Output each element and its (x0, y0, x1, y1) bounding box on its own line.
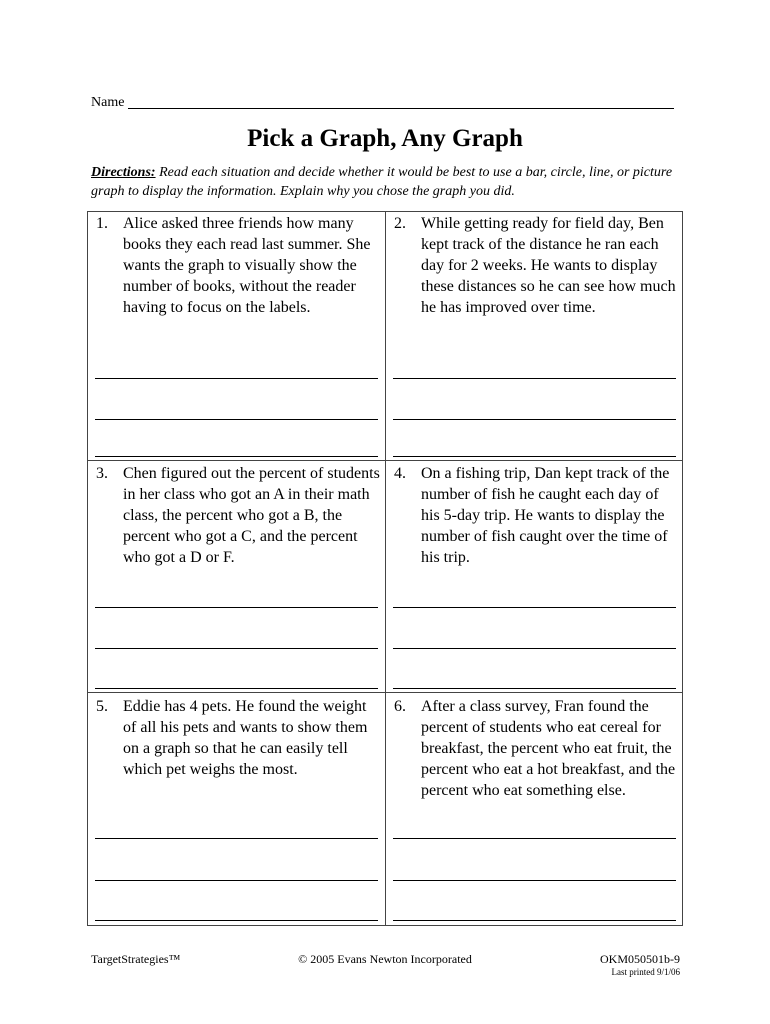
answer-line[interactable] (393, 378, 676, 379)
answer-line[interactable] (393, 607, 676, 608)
answer-line[interactable] (393, 456, 676, 457)
question-cell-3 (88, 461, 385, 692)
question-number: 6. (394, 698, 406, 715)
answer-line[interactable] (393, 419, 676, 420)
name-input-line[interactable] (128, 94, 674, 109)
question-text: Eddie has 4 pets. He found the weight of all his pets and wants to show them on a graph so that he can easily tell which pet weighs the most. (123, 698, 368, 778)
question-text: While getting ready for field day, Ben kept track of the distance he ran each day for 2 weeks. He wants to display these distances so he can see how much he has improved over time. (421, 215, 676, 316)
footer-copyright: © 2005 Evans Newton Incorporated (298, 952, 472, 966)
document-code: OKM050501b-9 (600, 952, 680, 966)
directions-label: Directions: (91, 165, 156, 180)
question-number: 5. (96, 698, 108, 715)
name-label: Name (91, 95, 125, 110)
answer-line[interactable] (95, 688, 378, 689)
directions (91, 163, 691, 201)
question-number: 1. (96, 215, 108, 232)
question-text: On a fishing trip, Dan kept track of the number of fish he caught each day of his 5-day trip. He wants to display the number of fish caught over the time of his trip. (421, 465, 670, 566)
question-text: Chen figured out the percent of students in her class who got an A in their math class, the percent who got a B, the percent who got a C, and the percent who got a D or F. (123, 465, 380, 566)
question-number: 3. (96, 465, 108, 482)
answer-line[interactable] (393, 920, 676, 921)
question-number: 4. (394, 465, 406, 482)
answer-line[interactable] (393, 880, 676, 881)
footer-meta (600, 952, 680, 978)
answer-line[interactable] (95, 456, 378, 457)
answer-line[interactable] (95, 378, 378, 379)
footer-brand: TargetStrategies™ (91, 952, 181, 966)
answer-line[interactable] (393, 648, 676, 649)
question-cell-2 (386, 212, 683, 460)
question-number: 2. (394, 215, 406, 232)
question-cell-4 (386, 461, 683, 692)
name-field[interactable] (91, 92, 674, 112)
answer-line[interactable] (95, 880, 378, 881)
question-cell-5 (88, 693, 385, 925)
answer-line[interactable] (393, 688, 676, 689)
answer-line[interactable] (95, 607, 378, 608)
question-text: Alice asked three friends how many books they each read last summer. She wants the graph to visually show the number of books, without the reader having to focus on the labels. (123, 215, 371, 316)
question-cell-6 (386, 693, 683, 925)
page-title: Pick a Graph, Any Graph (247, 125, 523, 152)
answer-line[interactable] (95, 920, 378, 921)
answer-line[interactable] (393, 838, 676, 839)
answer-line[interactable] (95, 838, 378, 839)
last-printed-date: Last printed 9/1/06 (611, 967, 680, 977)
question-grid (87, 211, 683, 926)
answer-line[interactable] (95, 419, 378, 420)
answer-line[interactable] (95, 648, 378, 649)
question-cell-1 (88, 212, 385, 460)
question-text: After a class survey, Fran found the percent of students who eat cereal for breakfast, the percent who eat fruit, the percent who eat a hot breakfast, and the percent who eat something else. (421, 698, 676, 799)
directions-text: Read each situation and decide whether it would be best to use a bar, circle, line, or picture graph to display the information. Explain why you chose the graph you did. (91, 165, 673, 199)
